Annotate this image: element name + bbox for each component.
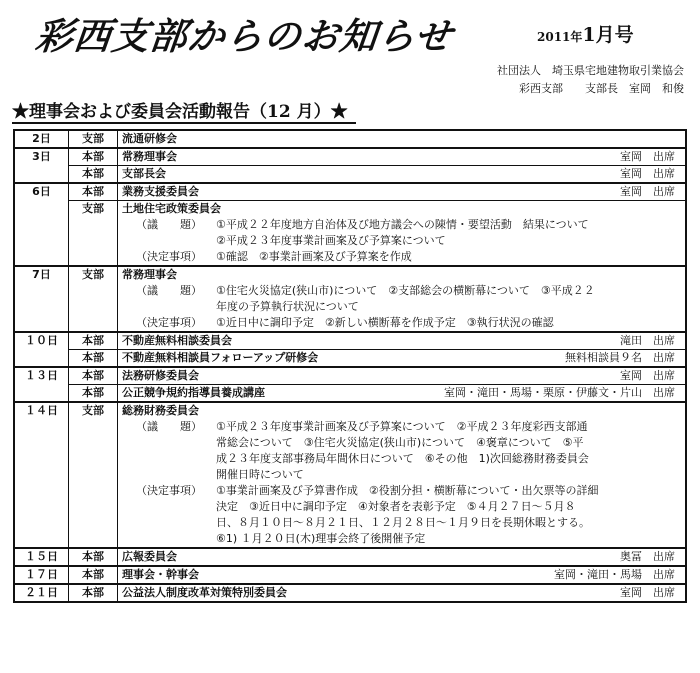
detail-body	[216, 283, 681, 315]
attendance: 無料相談員９名 出席	[565, 351, 675, 364]
attendance: 室岡 出席	[620, 586, 675, 599]
activity-report-body	[14, 130, 686, 602]
meeting-name: 不動産無料相談委員会	[122, 334, 232, 347]
page-title: 彩西支部からのお知らせ	[33, 14, 455, 58]
row-branch: 支部	[69, 266, 118, 332]
row-day: １７日	[14, 566, 69, 584]
attendance: 室岡・滝田・馬場・栗原・伊藤文・片山 出席	[444, 386, 675, 399]
row-content	[118, 584, 687, 602]
table-row	[14, 332, 686, 350]
row-title-line	[122, 350, 681, 366]
issue-year: 2011年	[537, 30, 583, 44]
table-row	[14, 385, 686, 403]
attendance	[675, 131, 681, 147]
row-branch: 本部	[69, 367, 118, 385]
table-row	[14, 148, 686, 166]
row-day: 6日	[14, 183, 69, 266]
row-title-line	[122, 149, 681, 165]
row-day: １５日	[14, 548, 69, 566]
detail-block	[122, 419, 681, 483]
meeting-name: 常務理事会	[122, 268, 177, 281]
row-title-line	[122, 585, 681, 601]
meeting-name: 業務支援委員会	[122, 185, 199, 198]
table-row	[14, 166, 686, 184]
row-title-line	[122, 166, 681, 182]
issue-label	[537, 20, 634, 47]
row-content	[118, 183, 687, 201]
detail-label: （決定事項）	[136, 316, 202, 329]
row-title-line	[122, 368, 681, 384]
row-content	[118, 130, 687, 148]
detail-line: 成２３年度支部事務局年間休日について ⑥その他 1)次回総務財務委員会	[216, 452, 589, 465]
detail-line: 決定 ③近日中に調印予定 ④対象者を表彰予定 ⑤４月２７日～５月８	[216, 500, 576, 513]
row-content	[118, 266, 687, 332]
row-day: １０日	[14, 332, 69, 367]
row-title-line	[122, 403, 681, 419]
row-branch: 本部	[69, 332, 118, 350]
meeting-name: 法務研修委員会	[122, 369, 199, 382]
attendance: 室岡 出席	[620, 167, 675, 180]
row-title-line	[122, 385, 681, 401]
row-content	[118, 332, 687, 350]
meeting-name: 公正競争規約指導員養成講座	[122, 386, 265, 399]
detail-label: （決定事項）	[136, 250, 202, 263]
detail-line: 年度の予算執行状況について	[216, 300, 359, 313]
activity-report-table	[13, 129, 687, 603]
meeting-name: 常務理事会	[122, 150, 177, 163]
row-content	[118, 548, 687, 566]
attendance	[675, 403, 681, 419]
detail-body	[216, 483, 681, 547]
detail-block	[122, 283, 681, 315]
detail-line: 日、８月１０日～８月２１日、１２月２８日～１月９日を長期休暇とする。	[216, 516, 590, 529]
detail-line: ①近日中に調印予定 ②新しい横断幕を作成予定 ③執行状況の確認	[216, 316, 554, 329]
attendance: 室岡 出席	[620, 369, 675, 382]
attendance	[675, 267, 681, 283]
row-branch: 本部	[69, 584, 118, 602]
row-content	[118, 166, 687, 184]
row-title-line	[122, 333, 681, 349]
table-row	[14, 350, 686, 368]
row-day: １４日	[14, 402, 69, 548]
table-row	[14, 201, 686, 267]
row-branch: 本部	[69, 350, 118, 368]
detail-body	[216, 217, 681, 249]
table-row	[14, 367, 686, 385]
table-row	[14, 183, 686, 201]
detail-body	[216, 315, 681, 331]
meeting-name: 流通研修会	[122, 132, 177, 145]
meeting-name: 土地住宅政策委員会	[122, 202, 221, 215]
detail-line: 開催日時について	[216, 468, 304, 481]
meeting-name: 理事会・幹事会	[122, 568, 199, 581]
detail-block	[122, 217, 681, 249]
detail-label: （決定事項）	[136, 484, 202, 497]
row-branch: 本部	[69, 548, 118, 566]
detail-line: 常総会について ③住宅火災協定(狭山市)について ④褒章について ⑤平	[216, 436, 584, 449]
attendance: 室岡 出席	[620, 185, 675, 198]
section-heading	[12, 97, 348, 122]
attendance: 室岡・滝田・馬場 出席	[554, 568, 675, 581]
row-day: 7日	[14, 266, 69, 332]
row-branch: 本部	[69, 148, 118, 166]
detail-body	[216, 249, 681, 265]
detail-body	[216, 419, 681, 483]
row-branch: 本部	[69, 166, 118, 184]
row-title-line	[122, 267, 681, 283]
row-title-line	[122, 567, 681, 583]
org-name: 社団法人 埼玉県宅地建物取引業協会	[497, 64, 684, 77]
row-branch: 支部	[69, 201, 118, 267]
row-title-line	[122, 131, 681, 147]
row-day: １３日	[14, 367, 69, 402]
detail-line: ①事業計画案及び予算書作成 ②役割分担・横断幕について・出欠票等の詳細	[216, 484, 599, 497]
detail-label: （議 題）	[136, 284, 202, 297]
row-title-line	[122, 201, 681, 217]
meeting-name: 広報委員会	[122, 550, 177, 563]
detail-line: ①平成２２年度地方自治体及び地方議会への陳情・要望活動 結果について	[216, 218, 589, 231]
row-content	[118, 201, 687, 267]
detail-block	[122, 483, 681, 547]
attendance: 奥冨 出席	[620, 550, 675, 563]
row-branch: 本部	[69, 385, 118, 403]
detail-line: ⑥1) １月２０日(木)理事会終了後開催予定	[216, 532, 426, 545]
issue-month: 1月号	[582, 24, 634, 46]
table-row	[14, 548, 686, 566]
row-day: ２１日	[14, 584, 69, 602]
detail-block	[122, 315, 681, 331]
detail-line: ①住宅火災協定(狭山市)について ②支部総会の横断幕について ③平成２２	[216, 284, 595, 297]
table-row	[14, 402, 686, 548]
row-title-line	[122, 184, 681, 200]
row-content	[118, 148, 687, 166]
row-title-line	[122, 549, 681, 565]
org-branch-chief: 彩西支部 支部長 室岡 和俊	[519, 82, 684, 95]
row-branch: 本部	[69, 566, 118, 584]
heading-underline	[12, 122, 356, 124]
row-content	[118, 566, 687, 584]
section-heading-text: ★理事会および委員会活動報告（12 月）★	[12, 102, 348, 122]
detail-label: （議 題）	[136, 218, 202, 231]
row-content	[118, 385, 687, 403]
row-content	[118, 367, 687, 385]
meeting-name: 支部長会	[122, 167, 166, 180]
row-content	[118, 402, 687, 548]
attendance	[675, 201, 681, 217]
meeting-name: 総務財務委員会	[122, 404, 199, 417]
detail-line: ②平成２３年度事業計画案及び予算案について	[216, 234, 446, 247]
detail-label: （議 題）	[136, 420, 202, 433]
row-branch: 支部	[69, 402, 118, 548]
table-row	[14, 584, 686, 602]
row-day: 2日	[14, 130, 69, 148]
row-branch: 本部	[69, 183, 118, 201]
attendance: 室岡 出席	[620, 150, 675, 163]
meeting-name: 公益法人制度改革対策特別委員会	[122, 586, 287, 599]
meeting-name: 不動産無料相談員フォローアップ研修会	[122, 351, 319, 364]
detail-line: ①確認 ②事業計画案及び予算案を作成	[216, 250, 412, 263]
table-row	[14, 266, 686, 332]
row-day: 3日	[14, 148, 69, 183]
detail-line: ①平成２３年度事業計画案及び予算案について ②平成２３年度彩西支部通	[216, 420, 588, 433]
row-content	[118, 350, 687, 368]
table-row	[14, 566, 686, 584]
organization-info	[424, 62, 684, 98]
row-branch: 支部	[69, 130, 118, 148]
table-row	[14, 130, 686, 148]
attendance: 滝田 出席	[620, 334, 675, 347]
detail-block	[122, 249, 681, 265]
